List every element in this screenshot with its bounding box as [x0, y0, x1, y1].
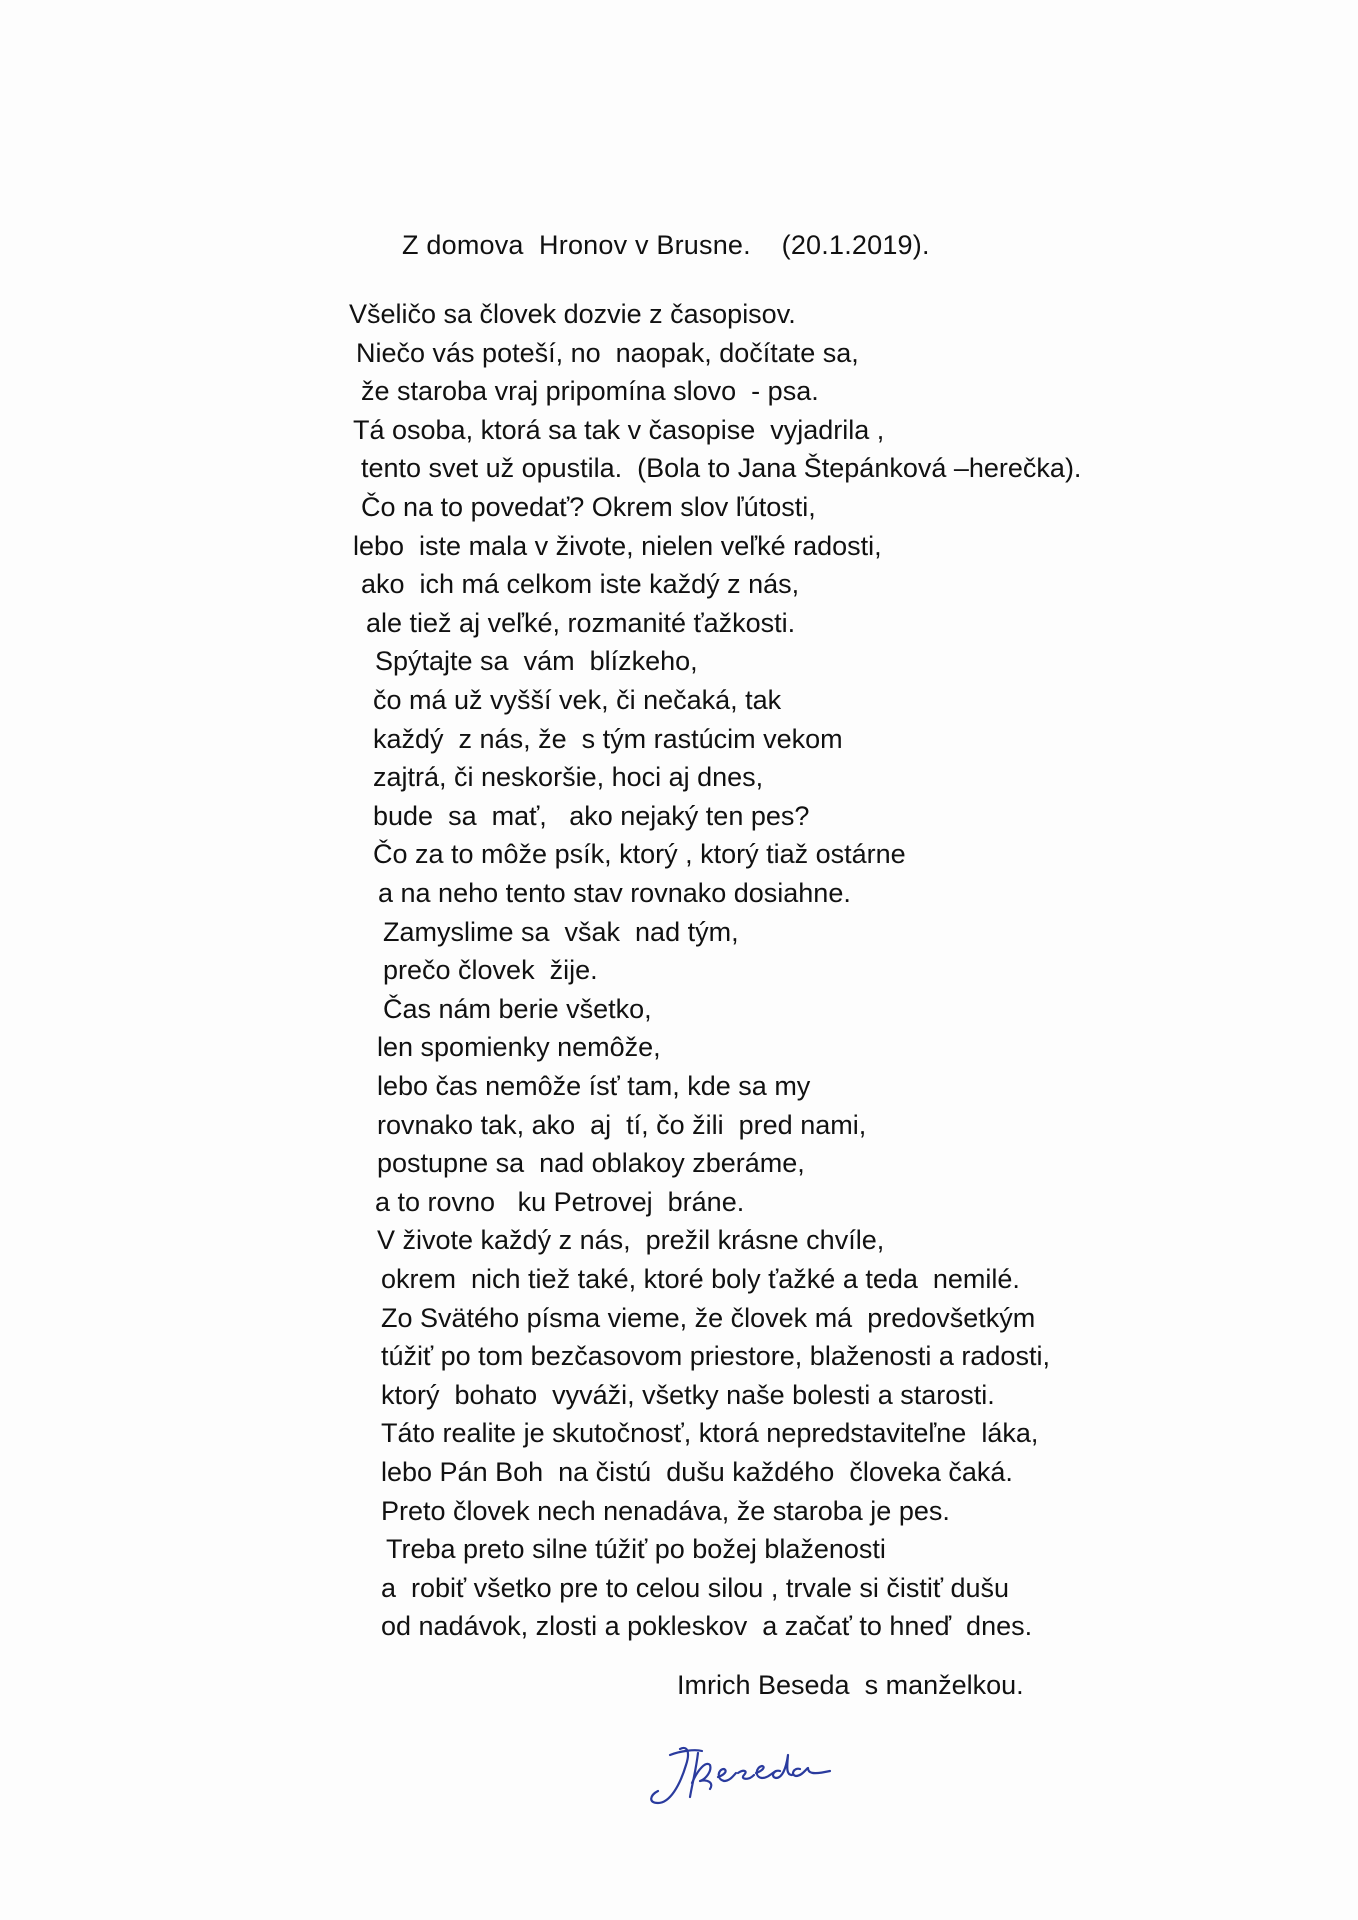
- poem-line: čo má už vyšší vek, či nečaká, tak: [373, 685, 782, 715]
- poem-line: ako ich má celkom iste každý z nás,: [361, 569, 800, 600]
- poem-line: každý z nás, že s tým rastúcim vekom: [373, 723, 843, 754]
- poem-line: Niečo vás poteší, no naopak, dočítate sa,: [356, 337, 859, 368]
- poem-line: lebo Pán Boh na čistú dušu každého človeka čaká.: [381, 1457, 1013, 1487]
- poem-line: okrem nich tiež také, ktoré boly ťažké a teda nemilé.: [381, 1264, 1020, 1294]
- poem-line: Čo za to môže psík, ktorý , ktorý tiaž ostárne: [373, 839, 906, 870]
- poem-line: Táto realite je skutočnosť, ktorá nepredstaviteľne láka,: [381, 1418, 1039, 1449]
- poem-line: postupne sa nad oblakoy zberáme,: [377, 1148, 805, 1179]
- poem-line: lebo iste mala v živote, nielen veľké radosti,: [353, 530, 882, 561]
- author-line: Imrich Beseda s manželkou.: [677, 1670, 1024, 1700]
- poem-line: a to rovno ku Petrovej bráne.: [375, 1186, 745, 1217]
- poem-line: Preto človek nech nenadáva, že staroba je pes.: [381, 1495, 950, 1526]
- poem-line: Zo Svätého písma vieme, že človek má predovšetkým: [381, 1302, 1036, 1333]
- poem-line: lebo čas nemôže ísť tam, kde sa my: [377, 1071, 811, 1101]
- poem-line: ale tiež aj veľké, rozmanité ťažkosti.: [366, 607, 796, 638]
- poem-line: túžiť po tom bezčasovom priestore, blaženosti a radosti,: [381, 1341, 1050, 1372]
- poem-line: rovnako tak, ako aj tí, čo žili pred nami,: [377, 1109, 867, 1140]
- poem-line: ktorý bohato vyváži, všetky naše bolesti a starosti.: [381, 1379, 995, 1410]
- poem-line: od nadávok, zlosti a pokleskov a začať to hneď dnes.: [381, 1611, 1033, 1642]
- poem-line: len spomienky nemôže,: [377, 1032, 661, 1063]
- poem-line: tento svet už opustila. (Bola to Jana Štepánková –herečka).: [361, 453, 1082, 484]
- poem-line: bude sa mať, ako nejaký ten pes?: [373, 800, 810, 831]
- poem-line: a na neho tento stav rovnako dosiahne.: [378, 878, 851, 908]
- poem-line: a robiť všetko pre to celou silou , trvale si čistiť dušu: [381, 1572, 1010, 1603]
- poem-line: Čo na to povedať? Okrem slov ľútosti,: [361, 492, 816, 522]
- poem-line: Zamyslime sa však nad tým,: [383, 916, 739, 947]
- poem-line: Čas nám berie všetko,: [383, 993, 652, 1024]
- document-title: Z domova Hronov v Brusne. (20.1.2019).: [402, 230, 930, 260]
- poem-line: Spýtajte sa vám blízkeho,: [375, 646, 698, 677]
- poem-line: prečo človek žije.: [383, 955, 598, 986]
- poem-line: zajtrá, či neskoršie, hoci aj dnes,: [373, 762, 764, 793]
- poem-line: Všeličo sa človek dozvie z časopisov.: [349, 299, 796, 329]
- poem-line: V živote každý z nás, prežil krásne chvíle,: [377, 1225, 885, 1256]
- poem-line: Tá osoba, ktorá sa tak v časopise vyjadrila ,: [353, 414, 885, 445]
- handwritten-signature: [640, 1725, 870, 1815]
- poem-line: že staroba vraj pripomína slovo - psa.: [361, 376, 819, 407]
- poem-line: Treba preto silne túžiť po božej blaženosti: [386, 1534, 886, 1565]
